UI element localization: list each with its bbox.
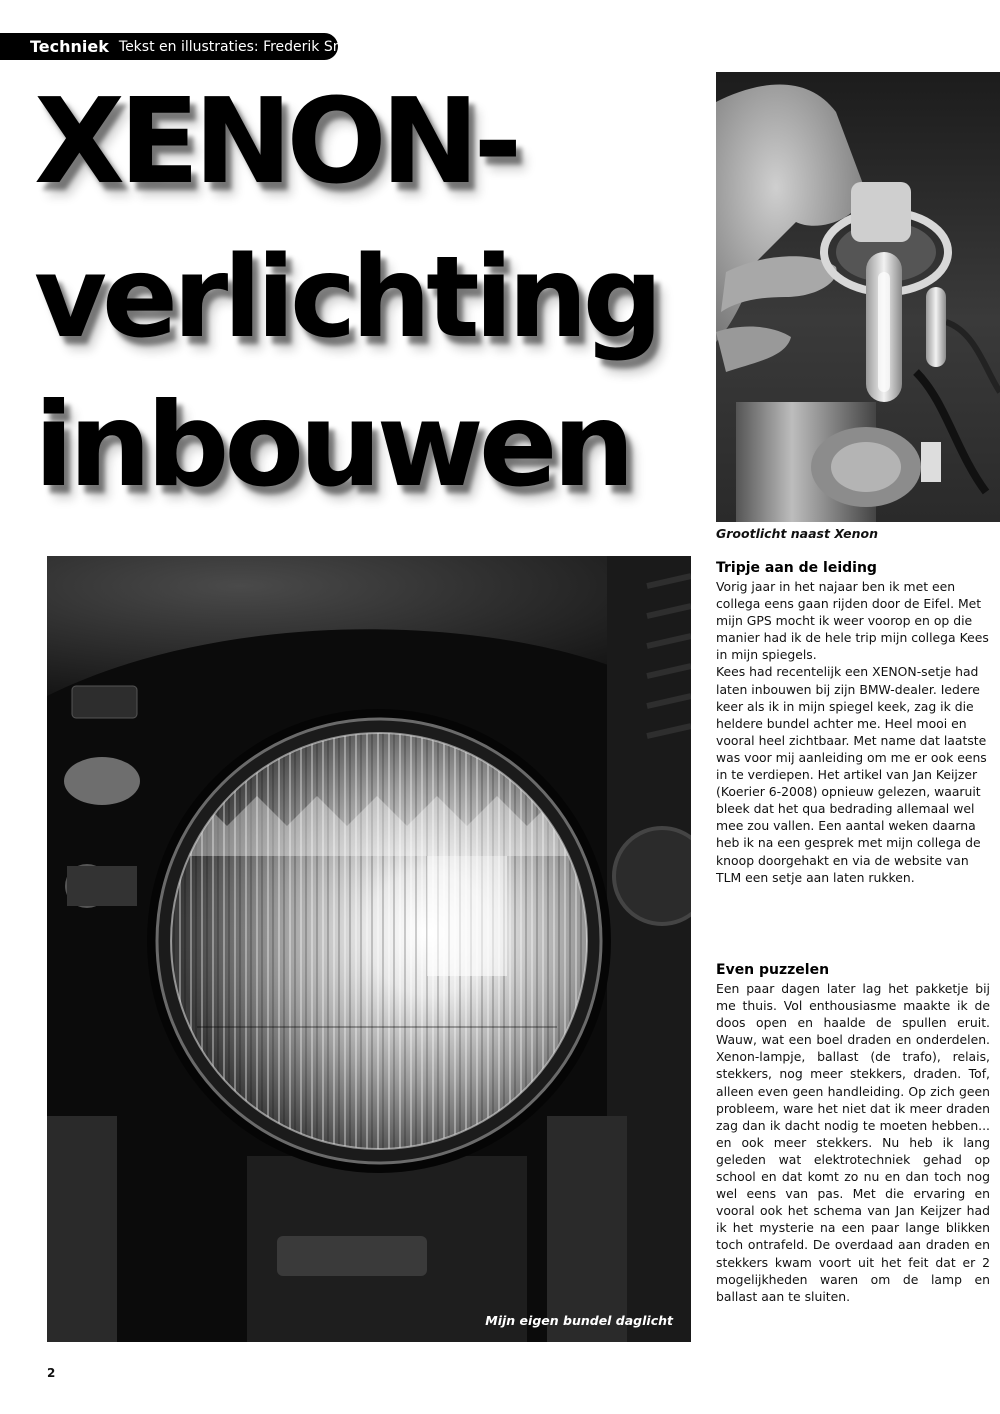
paragraph: Een paar dagen later lag het pakketje bij me thuis. Vol enthousiasme maakte ik de doos open en haalde de spullen eruit. Wauw, wat een boel draden en onderdelen. Xenon-lampje, ballast (de trafo), relais, stekkers, nog meer stekkers, draden. Tof, alleen even geen handleiding. Op zich geen probleem, ware het niet dat ik meer draden zag dan ik dacht nodig te moeten hebben... en ook meer stekkers. Nu heb ik lang geleden wat elektrotechniek gehad op school en dat komt zo nu en dan toch nog wel eens van pas. Met die ervaring en vooral ook het schema van Jan Keijzer had ik het mysterie na een paar lange blikken toch ontrafeld. De overdaad aan draden en stekkers kwam voort uit het feit dat er 2 mogelijkheden waren om de lamp en ballast aan te sluiten. bbox=[716, 981, 990, 1304]
title-line-3: inbouwen bbox=[34, 378, 631, 513]
article-section-2 bbox=[716, 962, 990, 1305]
author-credit: Tekst en illustraties: Frederik Smit bbox=[118, 38, 356, 55]
caption-main-photo: Mijn eigen bundel daglicht bbox=[485, 1313, 673, 1328]
title-line-2: verlichting bbox=[34, 233, 658, 363]
subheading-puzzelen: Even puzzelen bbox=[716, 962, 830, 978]
header-bar bbox=[0, 33, 356, 60]
paragraph: Vorig jaar in het najaar ben ik met een collega eens gaan rijden door de Eifel. Met mijn GPS mocht ik weer voorop en op die manier had ik de hele trip mijn collega Kees in mijn spiegels. bbox=[716, 579, 989, 663]
title-line-1: XENON- bbox=[34, 72, 517, 210]
photo-xenon-bulb bbox=[716, 72, 1000, 522]
page-number: 2 bbox=[47, 1366, 56, 1380]
section-label: Techniek bbox=[30, 37, 109, 56]
paragraph: Kees had recentelijk een XENON-setje had laten inbouwen bij zijn BMW-dealer. Iedere keer als ik in mijn spiegel keek, zag ik die heldere bundel achter me. Heel mooi en vooral heel zichtbaar. Met name dat laatste was voor mij aanleiding om me er ook eens in te verdiepen. Het artikel van Jan Keijzer (Koerier 6-2008) opnieuw gelezen, waaruit bleek dat het qua bedrading allemaal wel mee zou vallen. Een aantal weken daarna heb ik na een gesprek met mijn collega de knoop doorgehakt en via de website van TLM een setje aan laten rukken. bbox=[716, 664, 987, 885]
article-section-1 bbox=[716, 560, 990, 886]
photo-headlight bbox=[47, 556, 691, 1342]
subheading-tripje: Tripje aan de leiding bbox=[716, 560, 877, 576]
caption-top-photo: Grootlicht naast Xenon bbox=[716, 526, 879, 541]
